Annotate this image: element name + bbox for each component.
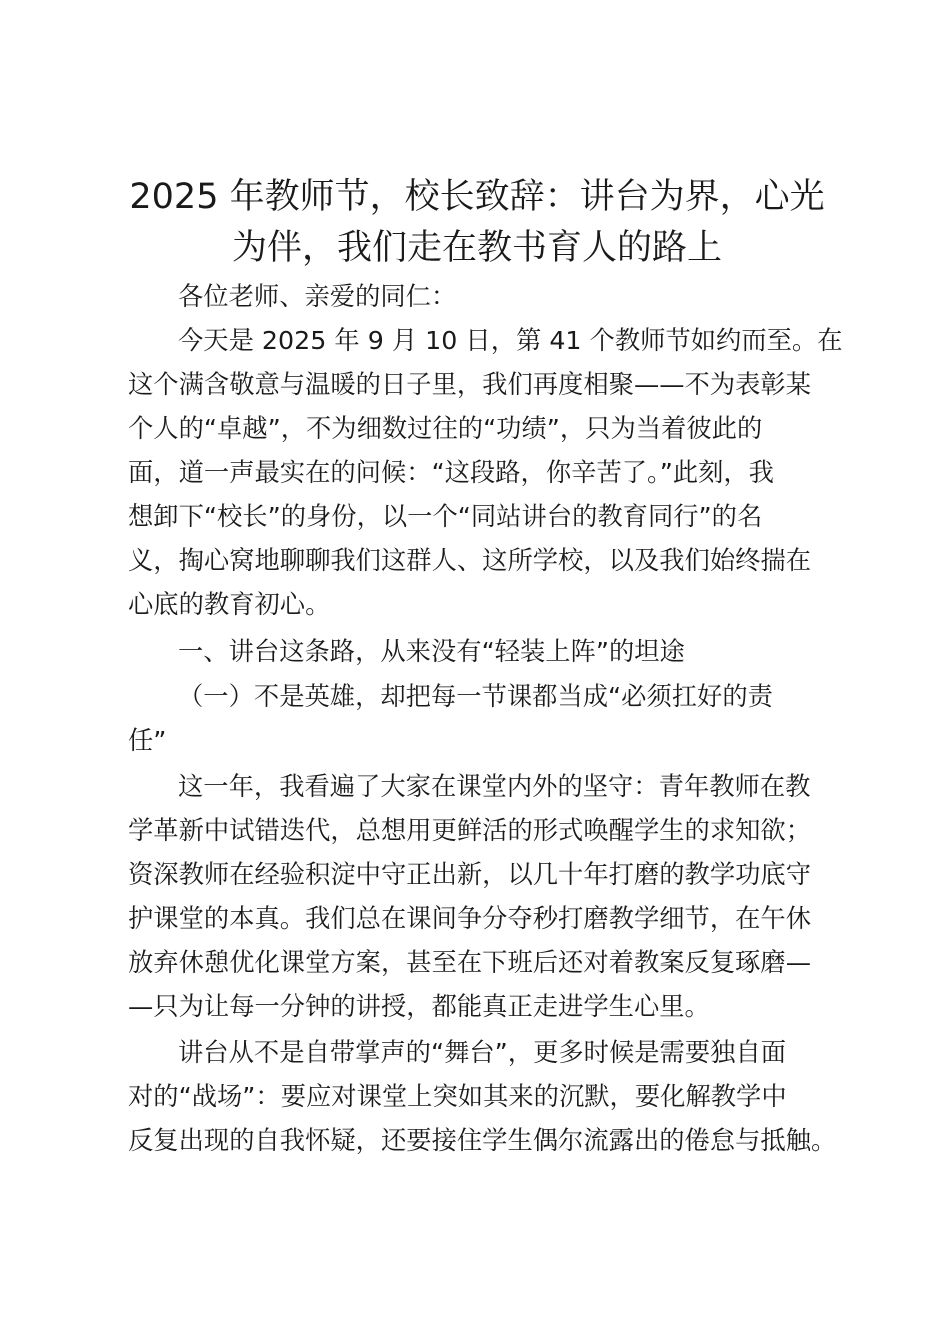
paragraph-line: 护课堂的本真。我们总在课间争分夺秒打磨教学细节，在午休 (128, 904, 812, 933)
section-heading: 一、讲台这条路，从来没有“轻装上阵”的坦途 (178, 637, 685, 666)
paragraph-line: 想卸下“校长”的身份，以一个“同站讲台的教育同行”的名 (128, 502, 763, 531)
paragraph-line: 资深教师在经验积淀中守正出新，以几十年打磨的教学功底守 (128, 860, 812, 889)
title-line-2: 为伴，我们走在教书育人的路上 (231, 228, 722, 268)
paragraph-line: 面，道一声最实在的问候：“这段路，你辛苦了。”此刻，我 (128, 458, 774, 487)
paragraph-line: 讲台从不是自带掌声的“舞台”，更多时候是需要独自面 (178, 1038, 787, 1067)
paragraph-line: 放弃休憩优化课堂方案，甚至在下班后还对着教案反复琢磨— (128, 948, 812, 977)
paragraph-line: 学革新中试错迭代，总想用更鲜活的形式唤醒学生的求知欲； (128, 816, 812, 845)
paragraph-line: 今天是 2025 年 9 月 10 日，第 41 个教师节如约而至。在 (178, 326, 843, 355)
paragraph-line: 这一年，我看遍了大家在课堂内外的坚守：青年教师在教 (178, 772, 811, 801)
paragraph-line: 义，掏心窝地聊聊我们这群人、这所学校，以及我们始终揣在 (128, 546, 812, 575)
title-line-1: 2025 年教师节，校长致辞：讲台为界，心光 (129, 177, 825, 217)
paragraph-line: —只为让每一分钟的讲授，都能真正走进学生心里。 (128, 992, 710, 1021)
paragraph-line: 反复出现的自我怀疑，还要接住学生偶尔流露出的倦怠与抵触。 (128, 1126, 837, 1155)
paragraph-line: 心底的教育初心。 (128, 590, 331, 619)
subsection-heading: （一）不是英雄，却把每一节课都当成“必须扛好的责 (178, 682, 773, 711)
paragraph-line: 个人的“卓越”，不为细数过往的“功绩”，只为当着彼此的 (128, 414, 763, 443)
subsection-heading-cont: 任” (128, 726, 167, 755)
salutation: 各位老师、亲爱的同仁： (178, 282, 457, 311)
document-title (112, 172, 842, 274)
paragraph-line: 这个满含敬意与温暖的日子里，我们再度相聚——不为表彰某 (128, 370, 812, 399)
paragraph-line: 对的“战场”：要应对课堂上突如其来的沉默，要化解教学中 (128, 1082, 787, 1111)
